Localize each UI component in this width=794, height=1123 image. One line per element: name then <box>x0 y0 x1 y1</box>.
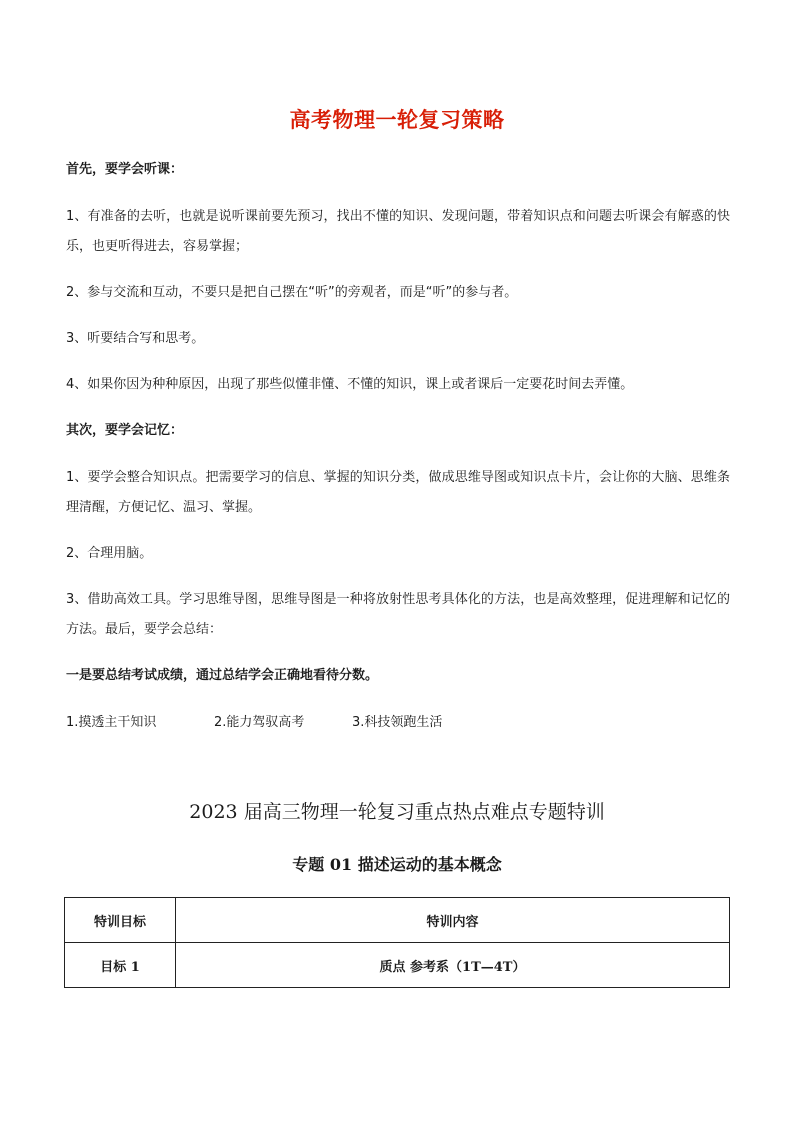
paragraph: 4、如果你因为种种原因，出现了那些似懂非懂、不懂的知识，课上或者课后一定要花时间去弄懂。 <box>66 377 634 392</box>
series-title: 2023 届高三物理一轮复习重点热点难点专题特训 <box>189 801 605 823</box>
training-table <box>64 897 730 988</box>
table-cell: 目标 1 <box>65 943 176 988</box>
paragraph: 3、听要结合写和思考。 <box>66 331 205 346</box>
table-header-cell: 特训目标 <box>65 898 176 943</box>
target-item: 3.科技领跑生活 <box>352 715 443 730</box>
section-heading-listening: 首先，要学会听课： <box>66 162 184 177</box>
page-title: 高考物理一轮复习策略 <box>289 108 505 132</box>
table-cell: 质点 参考系（1T—4T） <box>176 943 730 988</box>
topic-title: 专题 01 描述运动的基本概念 <box>292 855 502 874</box>
paragraph: 3、借助高效工具。学习思维导图，思维导图是一种将放射性思考具体化的方法，也是高效整理，促进理解和记忆的方法。最后，要学会总结： <box>66 592 730 637</box>
paragraph: 1、有准备的去听，也就是说听课前要先预习，找出不懂的知识、发现问题，带着知识点和问题去听课会有解惑的快乐，也更听得进去，容易掌握； <box>66 209 730 254</box>
target-item: 2.能力驾驭高考 <box>214 715 305 730</box>
paragraph: 2、参与交流和互动，不要只是把自己摆在“听”的旁观者，而是“听”的参与者。 <box>66 285 518 300</box>
table-row <box>65 943 730 988</box>
table-header-row <box>65 898 730 943</box>
section-heading-memory: 其次，要学会记忆： <box>66 423 184 438</box>
target-list <box>66 708 730 738</box>
strategy-content <box>66 155 730 738</box>
paragraph: 2、合理用脑。 <box>66 546 153 561</box>
table-header-cell: 特训内容 <box>176 898 730 943</box>
paragraph: 1、要学会整合知识点。把需要学习的信息、掌握的知识分类，做成思维导图或知识点卡片，会让你的大脑、思维条理清醒，方便记忆、温习、掌握。 <box>66 470 730 515</box>
summary-heading: 一是要总结考试成绩，通过总结学会正确地看待分数。 <box>66 668 379 683</box>
target-item: 1.摸透主干知识 <box>66 715 157 730</box>
